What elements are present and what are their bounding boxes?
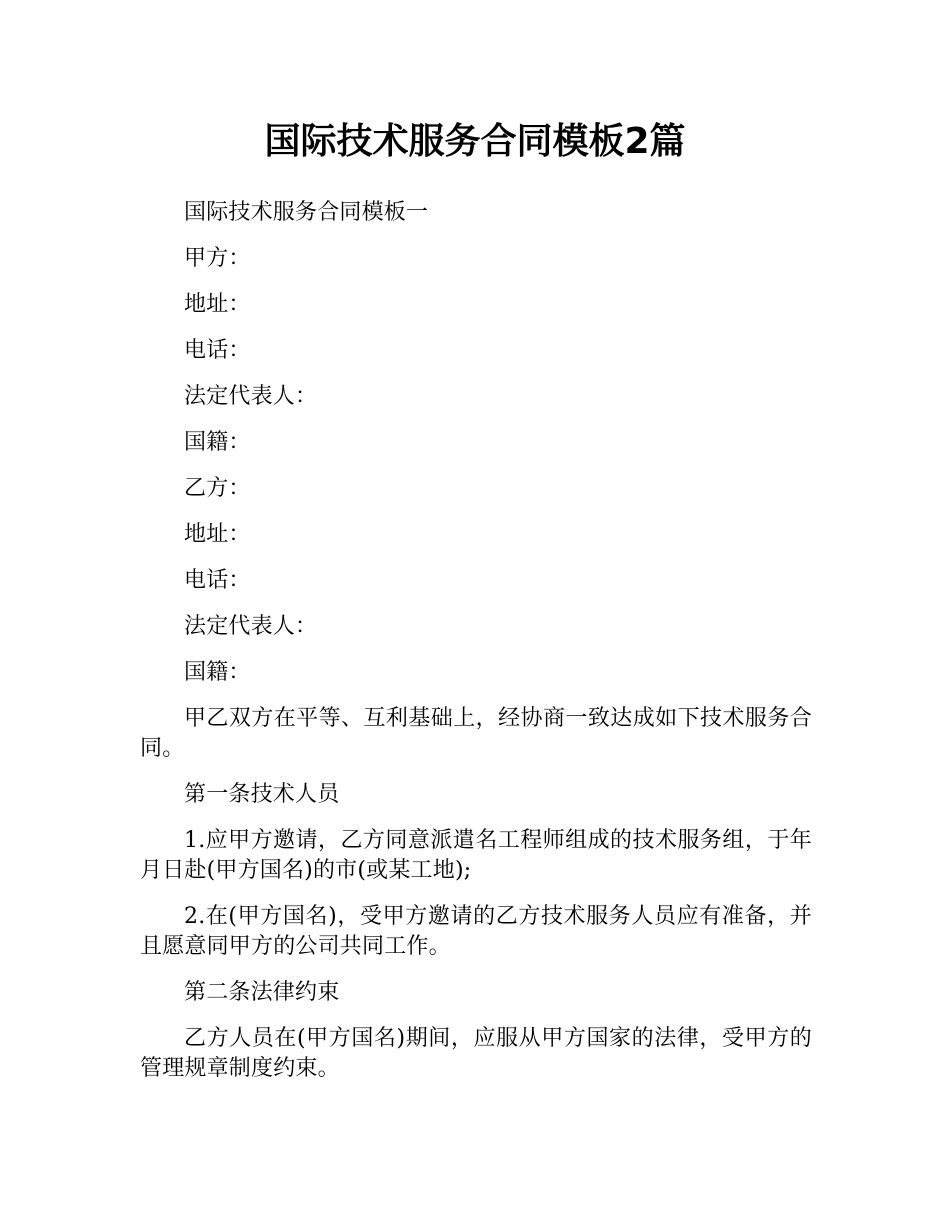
article-1-heading: 第一条技术人员	[184, 782, 340, 807]
party-a-legal-rep: 法定代表人：	[184, 384, 318, 409]
article-1-clause-1: 1.应甲方邀请，乙方同意派遣名工程师组成的技术服务组，于年月日赴(甲方国名)的市(或某工地);	[140, 828, 812, 883]
party-b-label: 乙方：	[184, 476, 251, 501]
party-b-phone: 电话：	[184, 568, 251, 593]
document-title: 国际技术服务合同模板2篇	[264, 121, 686, 162]
preamble-paragraph: 甲乙双方在平等、互利基础上，经协商一致达成如下技术服务合同。	[140, 706, 812, 761]
party-b-address: 地址：	[184, 522, 251, 547]
contract-subtitle: 国际技术服务合同模板一	[184, 200, 429, 225]
party-a-nationality: 国籍：	[184, 430, 251, 455]
article-2-body: 乙方人员在(甲方国名)期间，应服从甲方国家的法律，受甲方的管理规章制度约束。	[140, 1026, 812, 1081]
party-b-nationality: 国籍：	[184, 660, 251, 685]
party-a-phone: 电话：	[184, 338, 251, 363]
party-a-address: 地址：	[184, 292, 251, 317]
article-1-clause-2: 2.在(甲方国名)，受甲方邀请的乙方技术服务人员应有准备，并且愿意同甲方的公司共同工作。	[140, 904, 812, 959]
party-b-legal-rep: 法定代表人：	[184, 614, 318, 639]
article-2-heading: 第二条法律约束	[184, 980, 340, 1005]
party-a-label: 甲方：	[184, 246, 251, 271]
document-body	[140, 198, 812, 1100]
